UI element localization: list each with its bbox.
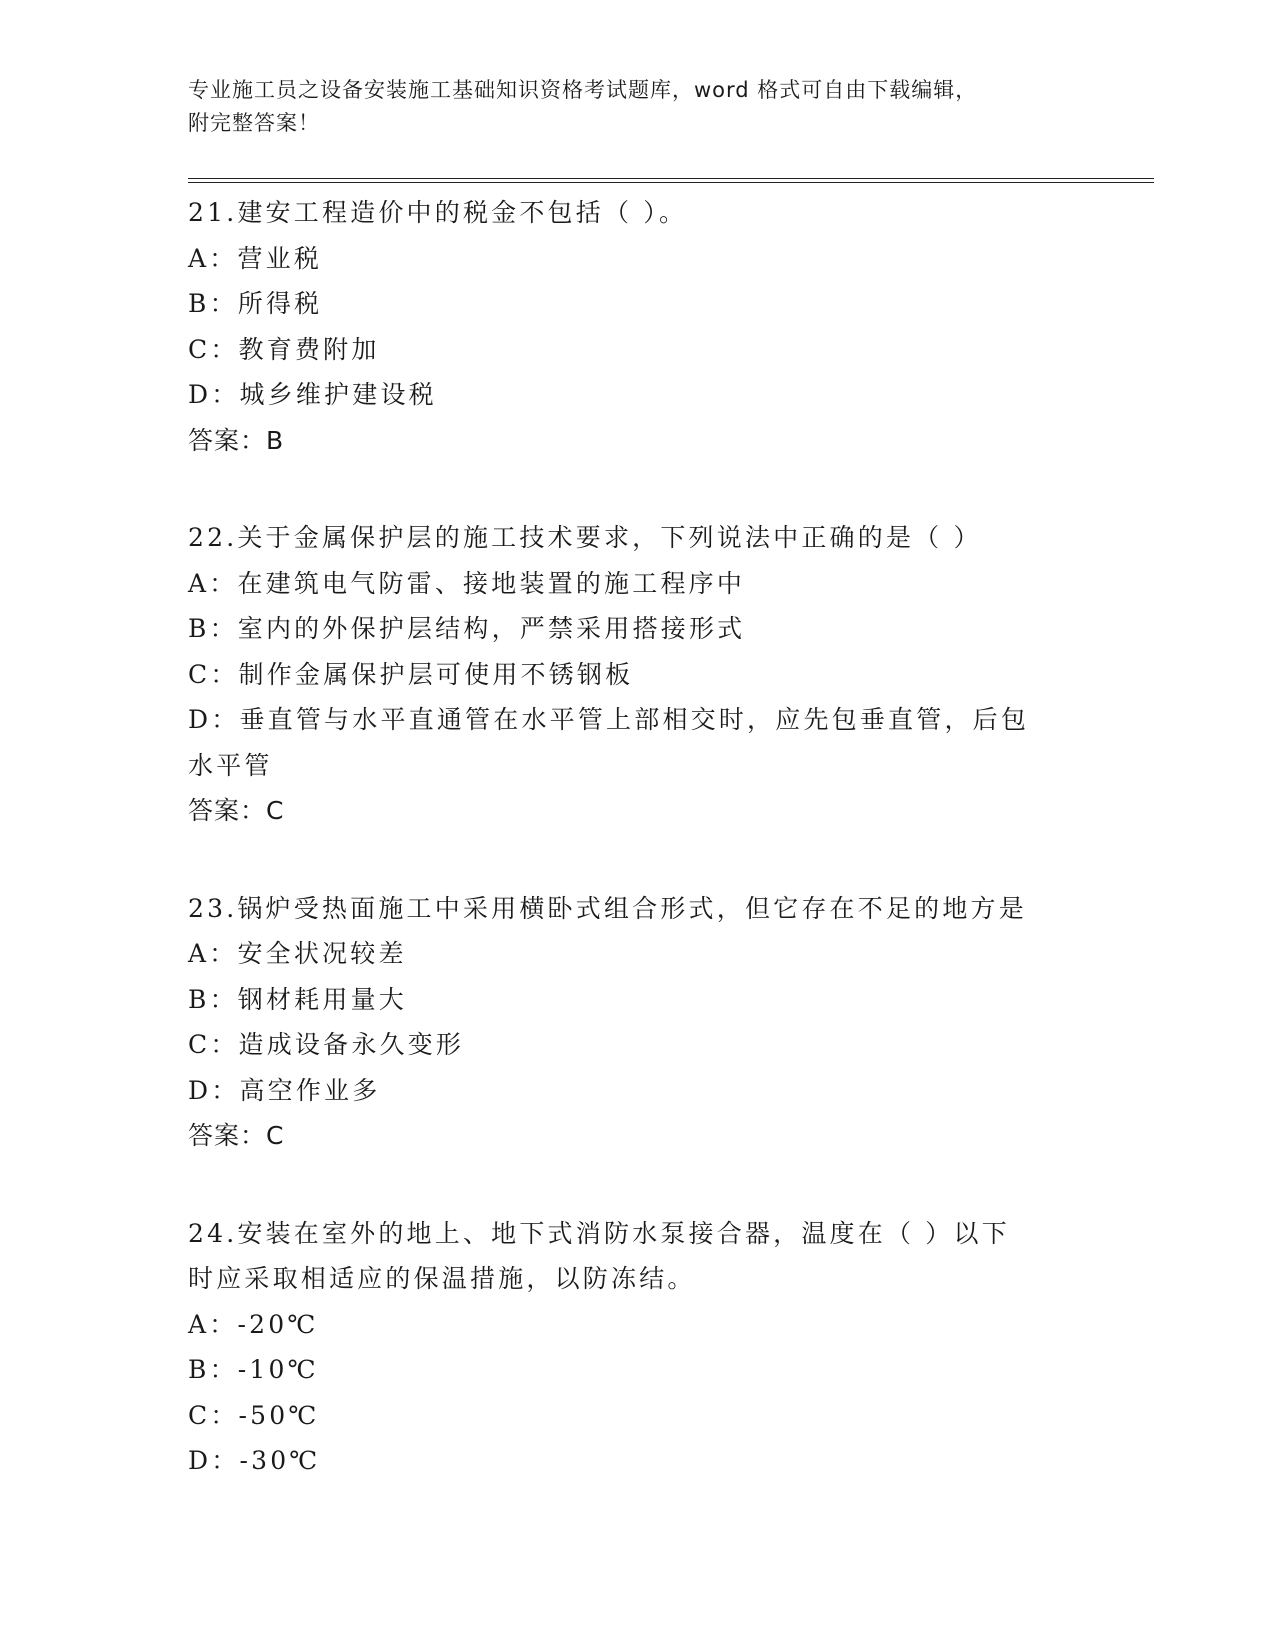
option-c: C：造成设备永久变形 (188, 1030, 465, 1059)
option-d: D：城乡维护建设税 (188, 380, 437, 409)
answer-line: 答案：C (188, 1121, 285, 1150)
header-line-1: 专业施工员之设备安装施工基础知识资格考试题库，word 格式可自由下载编辑， (188, 78, 978, 102)
option-c: C：教育费附加 (188, 334, 380, 364)
option-b: B：-10℃ (188, 1355, 319, 1384)
option-a: A：安全状况较差 (188, 939, 407, 968)
header-divider-bottom (188, 182, 1154, 183)
option-b: B：室内的外保护层结构，严禁采用搭接形式 (188, 614, 746, 643)
question-24 (188, 1211, 1088, 1484)
question-stem: 21.建安工程造价中的税金不包括（ ）。 (188, 198, 688, 227)
option-d: D：垂直管与水平直通管在水平管上部相交时，应先包垂直管，后包水平管 (188, 705, 1030, 780)
question-23 (188, 886, 1088, 1159)
option-b: B：所得税 (188, 289, 323, 318)
question-stem: 22.关于金属保护层的施工技术要求，下列说法中正确的是（ ） (188, 523, 982, 552)
answer-line: 答案：C (188, 796, 285, 825)
question-list (188, 190, 1088, 1536)
option-b: B：钢材耗用量大 (188, 984, 407, 1014)
option-c: C：-50℃ (188, 1400, 320, 1430)
question-21 (188, 190, 1088, 463)
option-d: D：-30℃ (188, 1446, 321, 1475)
option-a: A：在建筑电气防雷、接地装置的施工程序中 (188, 568, 746, 598)
option-a: A：营业税 (188, 243, 323, 273)
option-c: C：制作金属保护层可使用不锈钢板 (188, 659, 634, 689)
answer-line: 答案：B (188, 425, 285, 455)
question-22 (188, 515, 1088, 834)
document-header (188, 74, 1068, 140)
question-stem: 24.安装在室外的地上、地下式消防水泵接合器，温度在（ ）以下时应采取相适应的保温措施，以防冻结。 (188, 1218, 1010, 1293)
option-a: A：-20℃ (188, 1309, 319, 1339)
header-divider-top (188, 178, 1154, 179)
question-stem: 23.锅炉受热面施工中采用横卧式组合形式，但它存在不足的地方是 (188, 893, 1027, 923)
option-d: D：高空作业多 (188, 1075, 381, 1105)
header-line-2: 附完整答案！ (188, 111, 320, 135)
